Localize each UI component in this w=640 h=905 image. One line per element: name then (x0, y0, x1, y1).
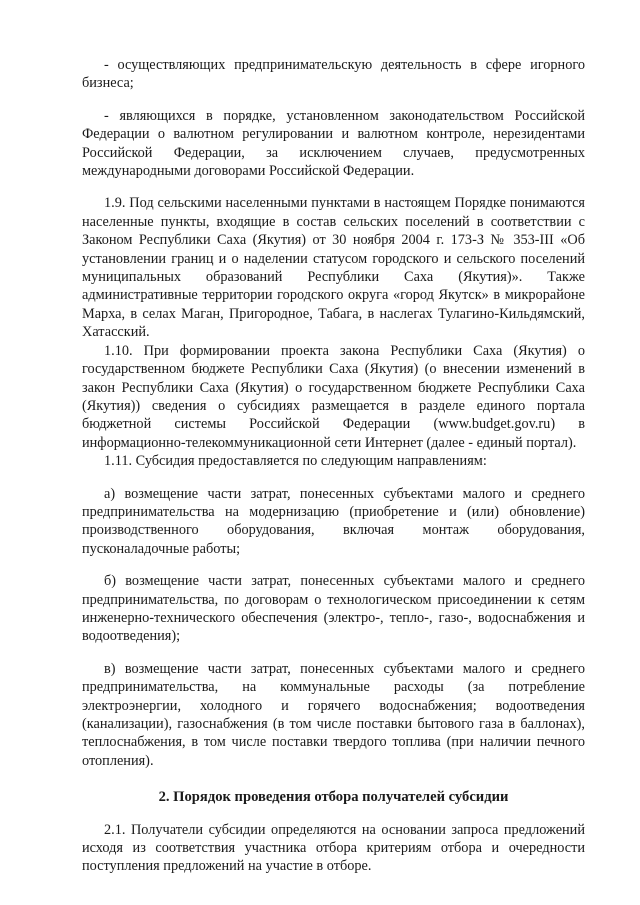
paragraph-1-10: 1.10. При формировании проекта закона Республики Саха (Якутия) о государственном бюджете Республики Саха (Якутия) (о внесении изменений в закон Республики Саха (Якутия) о государственном бюджете Республики Саха (Якутия)) сведения о субсидиях размещается в разделе единого портала бюджетной системы Российской Федерации (www.budget.gov.ru) в информационно-телекоммуникационной сети Интернет (далее - единый портал). (82, 342, 585, 451)
paragraph-item-b: б) возмещение части затрат, понесенных субъектами малого и среднего предпринимательства, по договорам о технологическом присоединении к сетям инженерно-технического обеспечения (электро-, тепло-, газо-, водоснабжения и водоотведения); (82, 573, 585, 645)
paragraph-item-c: в) возмещение части затрат, понесенных субъектами малого и среднего предпринимательства, на коммунальные расходы (за потребление электроэнергии, холодного и горячего водоснабжения; водоотведения (канализации), газоснабжения (в том числе поставки бытового газа в баллонах), теплоснабжения, в том числе поставки твердого топлива (при наличии печного отопления). (82, 660, 585, 769)
paragraph-item-a: а) возмещение части затрат, понесенных субъектами малого и среднего предпринимательства на модернизацию (приобретение и (или) обновление) производственного оборудования, включая монтаж оборудования, пусконаладочные работы; (82, 485, 585, 557)
section-heading: 2. Порядок проведения отбора получателей субсидии (158, 789, 509, 806)
paragraph-gambling: - осуществляющих предпринимательскую деятельность в сфере игорного бизнеса; (82, 57, 585, 92)
paragraph-1-11: 1.11. Субсидия предоставляется по следующим направлениям: (104, 453, 487, 470)
paragraph-1-9: 1.9. Под сельскими населенными пунктами в настоящем Порядке понимаются населенные пункты, входящие в состав сельских поселений в соответствии с Законом Республики Саха (Якутия) от 30 ноября 2004 г. 173-З № 353-III «Об установлении границ и о наделении статусом городского и сельского поселений муниципальных образований Республики Саха (Якутия)». Также административные территории городского округа «город Якутск» в микрорайоне Марха, в селах Маган, Пригородное, Табага, в наслегах Тулагино-Кильдямский, Хатасский. (82, 195, 585, 341)
paragraph-2-1: 2.1. Получатели субсидии определяются на основании запроса предложений исходя из соответствия участника отбора критериям отбора и очередности поступления предложений на участие в отборе. (82, 821, 585, 875)
document-page (82, 56, 585, 876)
paragraph-nonresidents: - являющихся в порядке, установленном законодательством Российской Федерации о валютном регулировании и валютном контроле, нерезидентами Российской Федерации, за исключением случаев, предусмотренных международными договорами Российской Федерации. (82, 107, 585, 180)
